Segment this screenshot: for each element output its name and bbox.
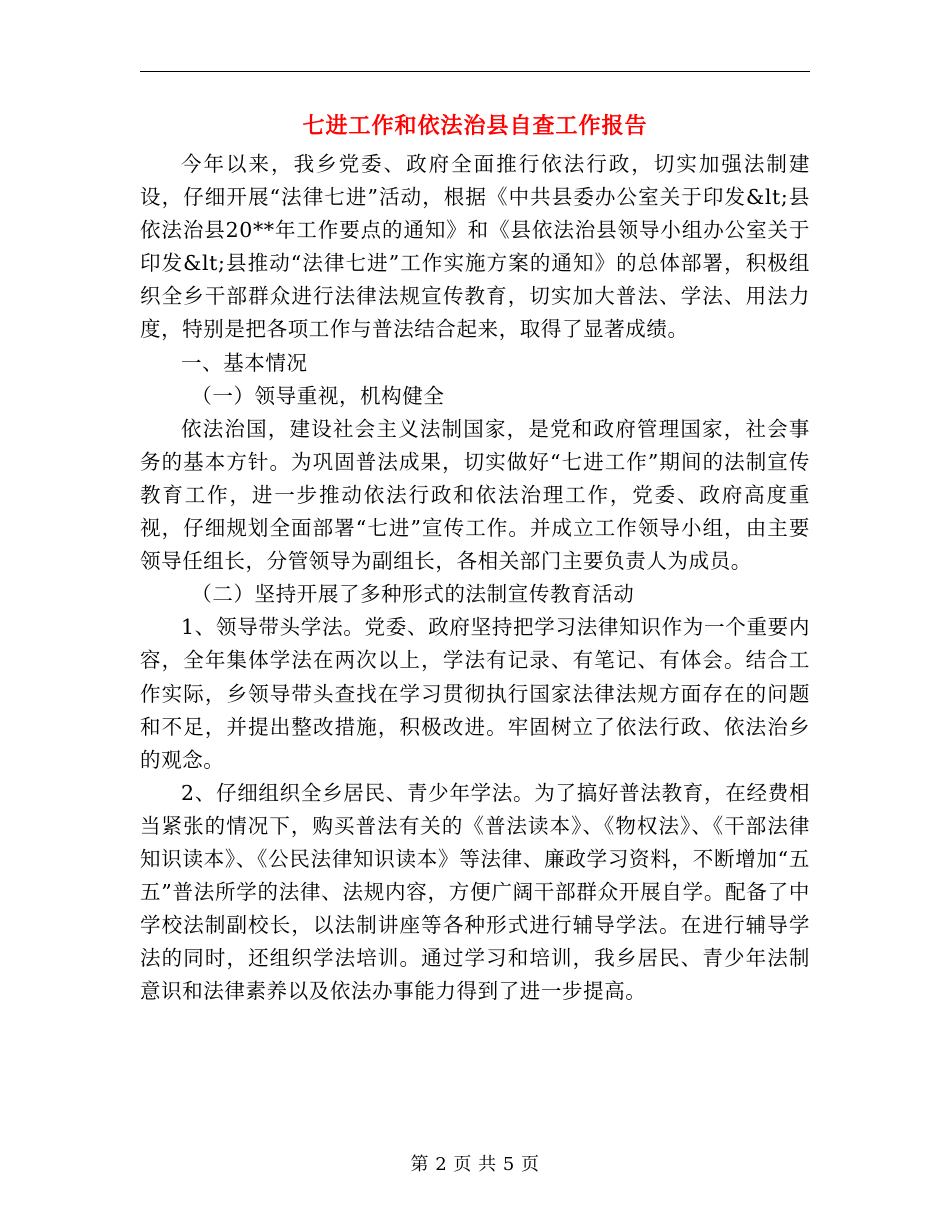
paragraph-residents-study: 2、仔细组织全乡居民、青少年学法。为了搞好普法教育，在经费相当紧张的情况下，购买普法有关的《普法读本》、《物权法》、《干部法律知识读本》、《公民法律知识读本》等法律、廉政学习资料，不断增加“五五”普法所学的法律、法规内容，方便广阔干部群众开展自学。配备了中学校法制副校长，以法制讲座等各种形式进行辅导学法。在进行辅导学法的同时，还组织学法培训。通过学习和培训，我乡居民、青少年法制意识和法律素养以及依法办事能力得到了进一步提高。 [140, 780, 810, 1004]
subsection-heading-leadership: （一）领导重视，机构健全 [191, 383, 445, 408]
paragraph-intro: 今年以来，我乡党委、政府全面推行依法行政，切实加强法制建设，仔细开展“法律七进”活动，根据《中共县委办公室关于印发&lt;县依法治县20**年工作要点的通知》和《县依法治县领导小组办公室关于印发&lt;县推动“法律七进”工作实施方案的通知》的总体部署，积极组织全乡干部群众进行法律法规宣传教育，切实加大普法、学法、用法力度，特别是把各项工作与普法结合起来，取得了显著成绩。 [140, 152, 810, 342]
page-number: 第 2 页 共 5 页 [410, 1154, 540, 1175]
document-title: 七进工作和依法治县自查工作报告 [302, 113, 648, 139]
paragraph-leadership: 依法治国，建设社会主义法制国家，是党和政府管理国家，社会事务的基本方针。为巩固普法成果，切实做好“七进工作”期间的法制宣传教育工作，进一步推动依法行政和依法治理工作，党委、政府高度重视，仔细规划全面部署“七进”宣传工作。并成立工作领导小组，由主要领导任组长，分管领导为副组长，各相关部门主要负责人为成员。 [140, 416, 810, 574]
paragraph-leaders-study: 1、领导带头学法。党委、政府坚持把学习法律知识作为一个重要内容，全年集体学法在两次以上，学法有记录、有笔记、有体会。结合工作实际，乡领导带头查找在学习贯彻执行国家法律法规方面存在的问题和不足，并提出整改措施，积极改进。牢固树立了依法行政、依法治乡的观念。 [140, 615, 810, 772]
section-heading-basic: 一、基本情况 [181, 350, 308, 375]
subsection-heading-activities: （二）坚持开展了多种形式的法制宣传教育活动 [191, 582, 635, 607]
header-rule [140, 71, 810, 72]
document-body [140, 148, 810, 1008]
